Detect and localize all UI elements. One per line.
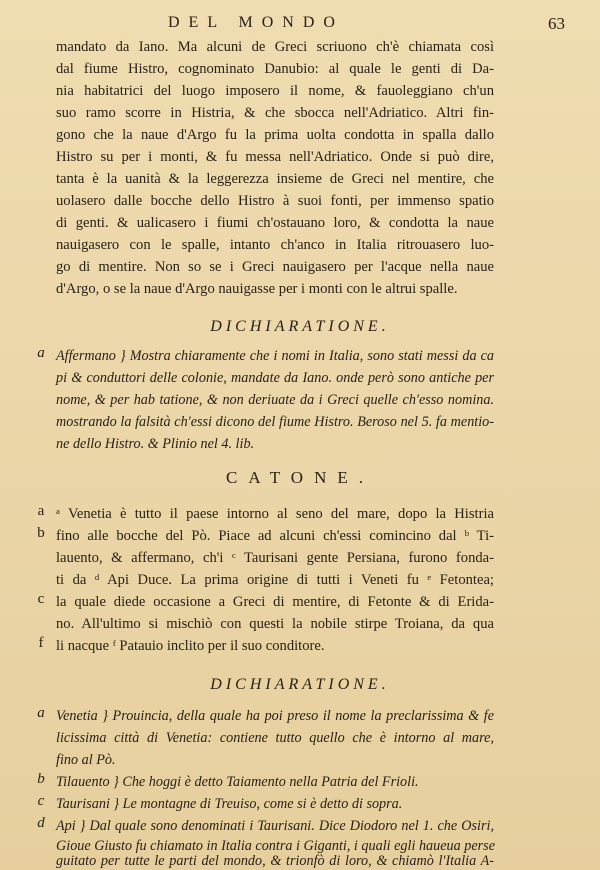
cato-line: li nacque ᶠ Patauio inclito per il suo conditore. [56,638,325,654]
cato-line: no. All'ultimo si mischiò con questi la nobile stirpe Troiana, da qua [56,616,494,632]
note-marker: c [37,793,45,809]
text-line: Histro su per i monti, & fu messa nell'Adriatico. Onde si può dire, [56,149,494,165]
note-line: nome, & per hab tatione, & non deriuate da i Greci quelle ch'esso nomina. [56,392,494,408]
note-line: fino al Pò. [56,752,116,768]
cato-marker: c [37,591,45,607]
cato-marker: b [37,525,45,541]
cato-line: ti da ᵈ Api Duce. La prima origine di tutti i Veneti fu ᵉ Fetontea; [56,572,494,588]
note-marker: d [37,815,45,831]
section-heading-dichiaratione-2: DICHIARATIONE. [210,676,390,693]
cato-marker: a [37,503,45,519]
note-marker: a [37,345,45,361]
note-line: licissima città di Venetia: contiene tutto quello che è intorno al mare, [56,730,494,746]
text-line: nauigasero con le spalle, intanto ch'anco in Italia ritrouasero luo- [56,237,494,253]
note-line: Venetia } Prouincia, della quale ha poi preso il nome la preclarissima & fe [56,708,494,724]
note-line: Api } Dal quale sono denominati i Taurisani. Dice Diodoro nel 1. che Osiri, [56,818,494,834]
note-marker: b [37,771,45,787]
text-line: tanta è la uanità & la leggerezza insieme de Greci nel mentire, che [56,171,494,187]
text-line: go di mentire. Non so se i Greci nauigasero per l'acque nella naue [56,259,494,275]
note-line: Tilauento } Che hoggi è detto Taiamento nella Patria del Frioli. [56,774,419,790]
page-number: 63 [548,14,565,33]
cato-line: lauento, & affermano, ch'i ᶜ Taurisani gente Persiana, furono fonda- [56,550,494,566]
text-line: uolasero dalle bocche dello Histro à suoi fonti, per immenso spatio [56,193,494,209]
section-heading-dichiaratione: DICHIARATIONE. [210,318,390,335]
text-line: mandato da Iano. Ma alcuni de Greci scriuono ch'è chiamata così [56,39,494,55]
text-line: di genti. & ualicasero i fiumi ch'ostauano loro, & condotta la naue [56,215,494,231]
note-line: mostrando la falsità ch'essi dicono del fiume Histro. Beroso nel 5. fa mentio- [56,414,494,430]
text-line: suo ramo scorre in Histria, & che sbocca nell'Adriatico. Altri fin- [56,105,494,121]
note-line: Gioue Giusto fu chiamato in Italia contra i Giganti, i quali egli haueua perse [56,838,495,854]
text-line: d'Argo, o se la naue d'Argo nauigasse per i monti con le altrui spalle. [56,281,458,297]
cato-line: ᵃ Venetia è tutto il paese intorno al seno del mare, dopo la Histria [56,506,494,522]
text-line: dal fiume Histro, cognominato Danubio: al quale le genti di Da- [56,61,494,77]
note-line: pi & conduttori delle colonie, mandate da Iano. onde però sono antiche per [56,370,494,386]
running-title: DEL MONDO [168,14,344,31]
cato-line: fino alle bocche del Pò. Piace ad alcuni ch'essi comincino dal ᵇ Ti- [56,528,494,544]
text-line: nia habitatrici del luogo imposero il nome, & fauoleggiano ch'un [56,83,494,99]
running-head [0,14,600,36]
text-line: gono che la naue d'Argo fu la prima uolta condotta in spalla dallo [56,127,494,143]
note-line: Affermano } Mostra chiaramente che i nomi in Italia, sono stati messi da ca [56,348,494,364]
cato-marker: f [38,635,44,651]
note-line: Taurisani } Le montagne di Treuiso, come si è detto di sopra. [56,796,403,812]
cato-line: la quale diede occasione a Greci di mentire, di Fetonte & di Erida- [56,594,494,610]
section-heading-catone: CATONE. [226,468,374,487]
note-line: guitato per tutte le parti del mondo, & trionfò di loro, & chiamò l'Italia A- [56,853,494,869]
note-marker: a [37,705,45,721]
note-line: ne dello Histro. & Plinio nel 4. lib. [56,436,255,452]
